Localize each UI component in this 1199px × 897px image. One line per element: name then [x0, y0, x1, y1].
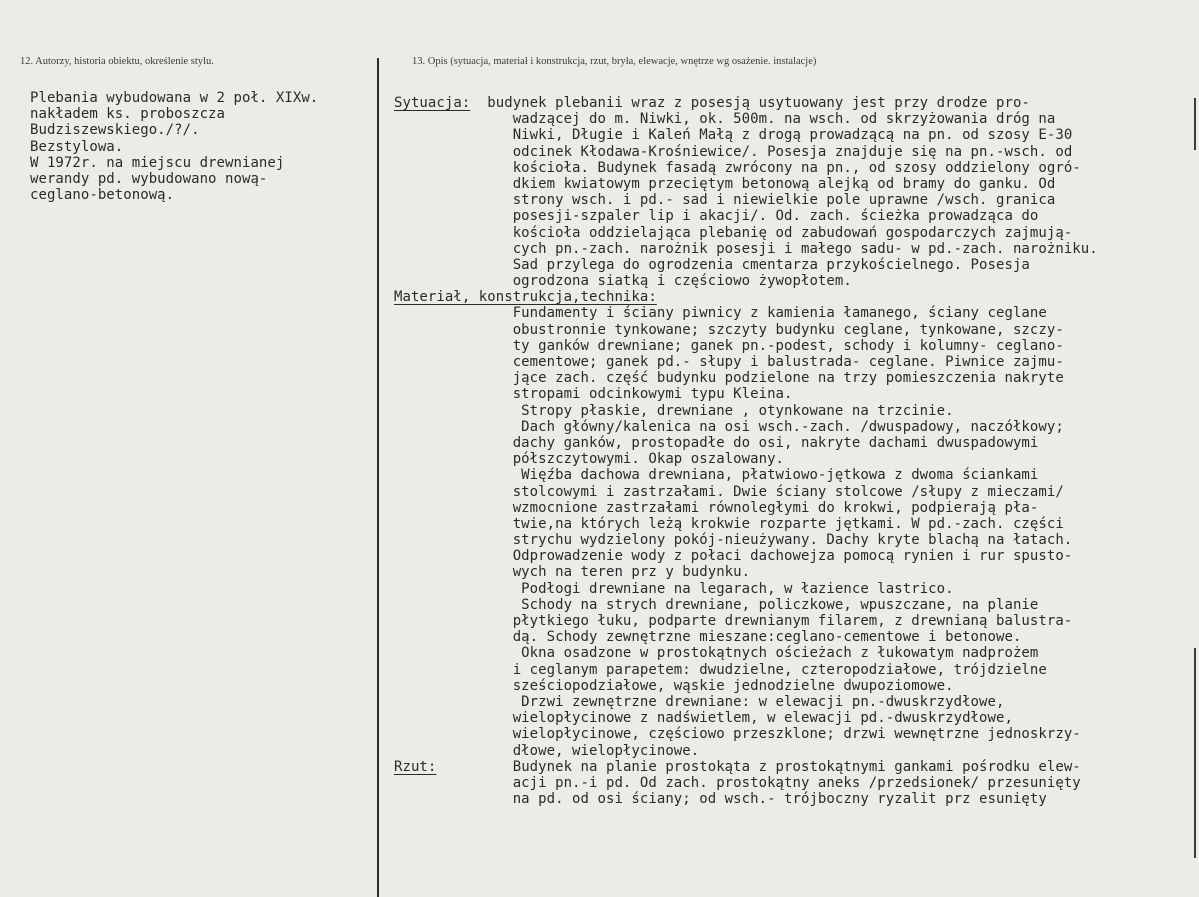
description-line [394, 386, 1098, 402]
history-line: Budziszewskiego./?/. [30, 122, 200, 139]
section-label-line [394, 95, 1098, 111]
description-line [394, 467, 1098, 483]
line-text: na pd. od osi ściany; od wsch.- trójboczny ryzalit prz esunięty [394, 791, 1047, 808]
line-text: i ceglanym parapetem: dwudzielne, czteropodziałowe, trójdzielne [394, 661, 1047, 678]
description-line [394, 225, 1098, 241]
history-column [30, 90, 318, 203]
description-line [394, 775, 1098, 791]
description-line [394, 435, 1098, 451]
line-text: kościoła oddzielająca plebanię od zabudowań gospodarczych zajmują- [394, 224, 1073, 241]
line-text: strony wsch. i pd.- sad i niewielkie pole uprawne /wsch. granica [394, 192, 1056, 209]
line-text: cementowe; ganek pd.- słupy i balustrada- ceglane. Piwnice zajmu- [394, 354, 1064, 370]
line-text: Drzwi zewnętrzne drewniane: w elewacji pn.-dwuskrzydłowe, [394, 693, 1005, 710]
edge-mark-top [1194, 98, 1196, 150]
line-text: ty ganków drewniane; ganek pn.-podest, schody i kolumny- ceglano- [394, 337, 1064, 354]
description-line [394, 111, 1098, 127]
section-label-line [394, 759, 1098, 775]
section-label: Materiał, konstrukcja,technika: [394, 289, 657, 306]
description-line [394, 176, 1098, 192]
description-line [394, 629, 1098, 645]
line-text: dą. Schody zewnętrzne mieszane:ceglano-cementowe i betonowe. [394, 629, 1022, 646]
line-text: obustronnie tynkowane; szczyty budynku ceglane, tynkowane, szczy- [394, 321, 1064, 338]
line-text: wielopłycinowe z nadświetlem, w elewacji pd.-dwuskrzydłowe, [394, 710, 1013, 727]
line-text: Więźba dachowa drewniana, płatwiowo-jętkowa z dwoma ściankami [394, 467, 1039, 484]
line-text: stolcowymi i zastrzałami. Dwie ściany stolcowe /słupy z mieczami/ [394, 483, 1064, 500]
line-text: ogrodzona siatką i częściowo żywopłotem. [394, 273, 852, 290]
line-text: Schody na strych drewniane, policzkowe, wpuszczane, na planie [394, 596, 1039, 613]
description-line [394, 338, 1098, 354]
description-line [394, 645, 1098, 661]
history-line: ceglano-betonową. [30, 187, 175, 204]
history-line: W 1972r. na miejscu drewnianej [30, 154, 285, 171]
description-line [394, 160, 1098, 176]
edge-mark-bottom [1194, 648, 1196, 858]
line-text: Podłogi drewniane na legarach, w łazience lastrico. [394, 580, 954, 597]
line-text: wielopłycinowe, częściowo przeszklone; drzwi wewnętrzne jednoskrzy- [394, 726, 1081, 743]
history-line: nakładem ks. proboszcza [30, 106, 226, 123]
line-text: sześciopodziałowe, wąskie jednodzielne dwupoziomowe. [394, 677, 954, 694]
line-text: budynek plebanii wraz z posesją usytuowany jest przy drodze pro- [470, 95, 1030, 111]
section-label: Sytuacja: [394, 95, 471, 111]
section-12-heading: 12. Autorzy, historia obiektu, określenie stylu. [20, 56, 214, 67]
history-line: Plebania wybudowana w 2 poł. XIXw. [30, 90, 319, 106]
line-text: kościoła. Budynek fasadą zwrócony na pn., od szosy oddzielony ogró- [394, 159, 1081, 176]
line-text: dachy ganków, prostopadłe do osi, nakryte dachami dwuspadowymi [394, 434, 1039, 451]
line-text: Stropy płaskie, drewniane , otynkowane na trzcinie. [394, 402, 954, 419]
line-text: posesji-szpaler lip i akacji/. Od. zach. ścieżka prowadząca do [394, 208, 1039, 225]
description-line [394, 273, 1098, 289]
line-text: Okna osadzone w prostokątnych ościeżach z łukowatym nadprożem [394, 645, 1039, 662]
line-text: wadzącej do m. Niwki, ok. 500m. na wsch. od skrzyżowania dróg na [394, 111, 1056, 128]
line-text: Sad przylega do ogrodzenia cmentarza przykościelnego. Posesja [394, 256, 1030, 273]
section-label: Rzut: [394, 758, 437, 775]
line-text: Budynek na planie prostokąta z prostokątnymi gankami pośrodku elew- [436, 758, 1081, 775]
line-text: cych pn.-zach. narożnik posesji i małego sadu- w pd.-zach. narożniku. [394, 240, 1098, 257]
description-line [394, 564, 1098, 580]
description-line [394, 127, 1098, 143]
line-text: twie,na których leżą krokwie rozparte jętkami. W pd.-zach. części [394, 515, 1064, 532]
description-line [394, 451, 1098, 467]
line-text: odcinek Kłodawa-Krośniewice/. Posesja znajduje się na pn.-wsch. od [394, 143, 1073, 160]
line-text: strychu wydzielony pokój-nieużywany. Dachy kryte blachą na łatach. [394, 532, 1073, 549]
description-line [394, 516, 1098, 532]
description-line [394, 192, 1098, 208]
description-line [394, 662, 1098, 678]
line-text: Odprowadzenie wody z połaci dachowejza pomocą rynien i rur spusto- [394, 548, 1073, 565]
description-line [394, 548, 1098, 564]
line-text: Dach główny/kalenica na osi wsch.-zach. /dwuspadowy, naczółkowy; [394, 418, 1064, 435]
column-divider [377, 58, 379, 897]
description-line [394, 419, 1098, 435]
line-text: dkiem kwiatowym przeciętym betonową alejką od bramy do ganku. Od [394, 175, 1056, 192]
description-line [394, 726, 1098, 742]
history-line: Bezstylowa. [30, 138, 124, 155]
description-line [394, 743, 1098, 759]
description-line [394, 208, 1098, 224]
description-line [394, 694, 1098, 710]
description-line [394, 710, 1098, 726]
description-line [394, 305, 1098, 321]
description-line [394, 581, 1098, 597]
line-text: Fundamenty i ściany piwnicy z kamienia łamanego, ściany ceglane [394, 305, 1047, 322]
description-line [394, 370, 1098, 386]
description-column [394, 95, 1098, 807]
description-line [394, 532, 1098, 548]
description-line [394, 613, 1098, 629]
description-line [394, 354, 1098, 370]
description-line [394, 484, 1098, 500]
history-line: werandy pd. wybudowano nową- [30, 170, 268, 187]
description-line [394, 403, 1098, 419]
description-line [394, 241, 1098, 257]
line-text: wych na teren prz y budynku. [394, 564, 751, 581]
section-13-heading: 13. Opis (sytuacja, materiał i konstrukcja, rzut, bryła, elewacje, wnętrze wg osażenie. instalacje) [412, 56, 817, 67]
description-line [394, 597, 1098, 613]
line-text: jące zach. część budynku podzielone na trzy pomieszczenia nakryte [394, 370, 1064, 387]
description-line [394, 791, 1098, 807]
description-line [394, 500, 1098, 516]
description-line [394, 322, 1098, 338]
description-line [394, 257, 1098, 273]
line-text: acji pn.-i pd. Od zach. prostokątny aneks /przedsionek/ przesunięty [394, 774, 1081, 791]
line-text: wzmocnione zastrzałami równoległymi do krokwi, podpierają pła- [394, 499, 1039, 516]
line-text: dłowe, wielopłycinowe. [394, 742, 700, 759]
description-line [394, 678, 1098, 694]
line-text: stropami odcinkowymi typu Kleina. [394, 386, 793, 403]
description-line [394, 144, 1098, 160]
section-label-line [394, 289, 1098, 305]
line-text: półszczytowymi. Okap oszalowany. [394, 451, 785, 468]
line-text: płytkiego łuku, podparte drewnianym filarem, z drewnianą balustra- [394, 613, 1073, 629]
line-text: Niwki, Długie i Kaleń Małą z drogą prowadzącą na pn. od szosy E-30 [394, 127, 1073, 144]
